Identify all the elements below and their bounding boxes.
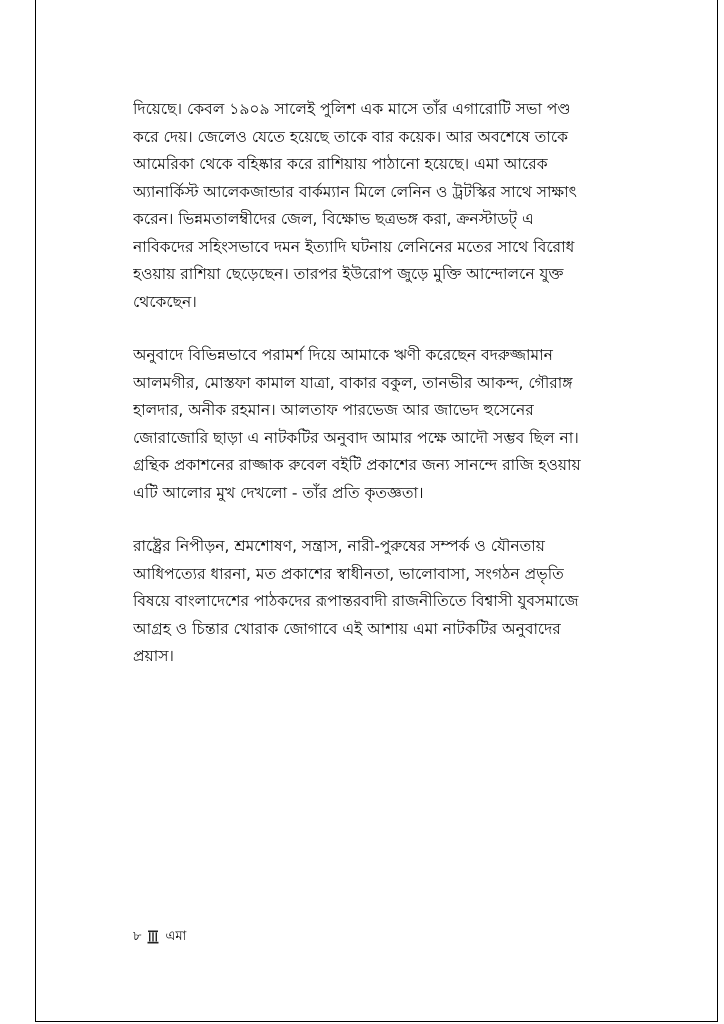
text-line: হওয়ায় রাশিয়া ছেড়েছেন। তারপর ইউরোপ জুড়ে মুক্তি আন্দোলনে যুক্ত: [133, 265, 564, 283]
book-title: এমা: [165, 929, 187, 944]
text-line: আগ্রহ ও চিন্তার খোরাক জোগাবে এই আশায় এমা নাটকটির অনুবাদের: [133, 619, 561, 638]
text-line: অ্যানার্কিস্ট আলেকজান্ডার বার্কম্যান মিলে লেনিন ও ট্রটস্কির সাথে সাক্ষাৎ: [133, 182, 577, 201]
text-line: হালদার, অনীক রহমান। আলতাফ পারভেজ আর জাভেদ হুসেনের: [133, 401, 534, 419]
paragraph-biography: [133, 96, 589, 316]
text-line: করেন। ভিন্নমতালম্বীদের জেল, বিক্ষোভ ছত্রভঙ্গ করা, ক্রনস্টাডট্ এ: [133, 210, 534, 228]
text-line: দিয়েছে। কেবল ১৯০৯ সালেই পুলিশ এক মাসে তাঁর এগারোটি সভা পণ্ড: [133, 100, 571, 118]
text-line: বিষয়ে বাংলাদেশের পাঠকদের রূপান্তরবাদী রাজনীতিতে বিশ্বাসী যুবসমাজে: [133, 592, 579, 610]
text-line: গ্রন্থিক প্রকাশনের রাজ্জাক রুবেল বইটি প্রকাশের জন্য সানন্দে রাজি হওয়ায়: [133, 456, 581, 474]
text-line: আমেরিকা থেকে বহিষ্কার করে রাশিয়ায় পাঠানো হয়েছে। এমা আরেক: [133, 155, 548, 173]
text-line: জোরাজোরি ছাড়া এ নাটকটির অনুবাদ আমার পক্ষে আদৌ সম্ভব ছিল না।: [133, 428, 579, 447]
text-line: নাবিকদের সহিংসভাবে দমন ইত্যাদি ঘটনায় লেনিনের মতের সাথে বিরোধ: [133, 237, 575, 256]
page-number: ৮: [133, 929, 142, 944]
text-line: আলমগীর, মোস্তফা কামাল যাত্রা, বাকার বকুল, তানভীর আকন্দ, গৌরাঙ্গ: [133, 373, 573, 392]
paragraph-acknowledgements: [133, 342, 589, 507]
text-line: অনুবাদে বিভিন্নভাবে পরামর্শ দিয়ে আমাকে ঋণী করেছেন বদরুজ্জামান: [133, 346, 553, 364]
text-line: প্রয়াস।: [133, 647, 174, 665]
text-line: করে দেয়। জেলেও যেতে হয়েছে তাকে বার কয়েক। আর অবশেষে তাকে: [133, 127, 568, 146]
page-footer: [133, 928, 186, 946]
text-line: আধিপত্যের ধারনা, মত প্রকাশের স্বাধীনতা, ভালোবাসা, সংগঠন প্রভৃতি: [133, 564, 564, 583]
text-line: থেকেছেন।: [133, 292, 197, 311]
pillar-icon: [147, 930, 159, 944]
text-line: রাষ্ট্রের নিপীড়ন, শ্রমশোষণ, সন্ত্রাস, নারী-পুরুষের সম্পর্ক ও যৌনতায়: [133, 537, 545, 555]
paragraph-purpose: [133, 533, 589, 671]
page-body: [133, 96, 589, 697]
text-line: এটি আলোর মুখ দেখলো - তাঁর প্রতি কৃতজ্ঞতা।: [133, 483, 424, 502]
